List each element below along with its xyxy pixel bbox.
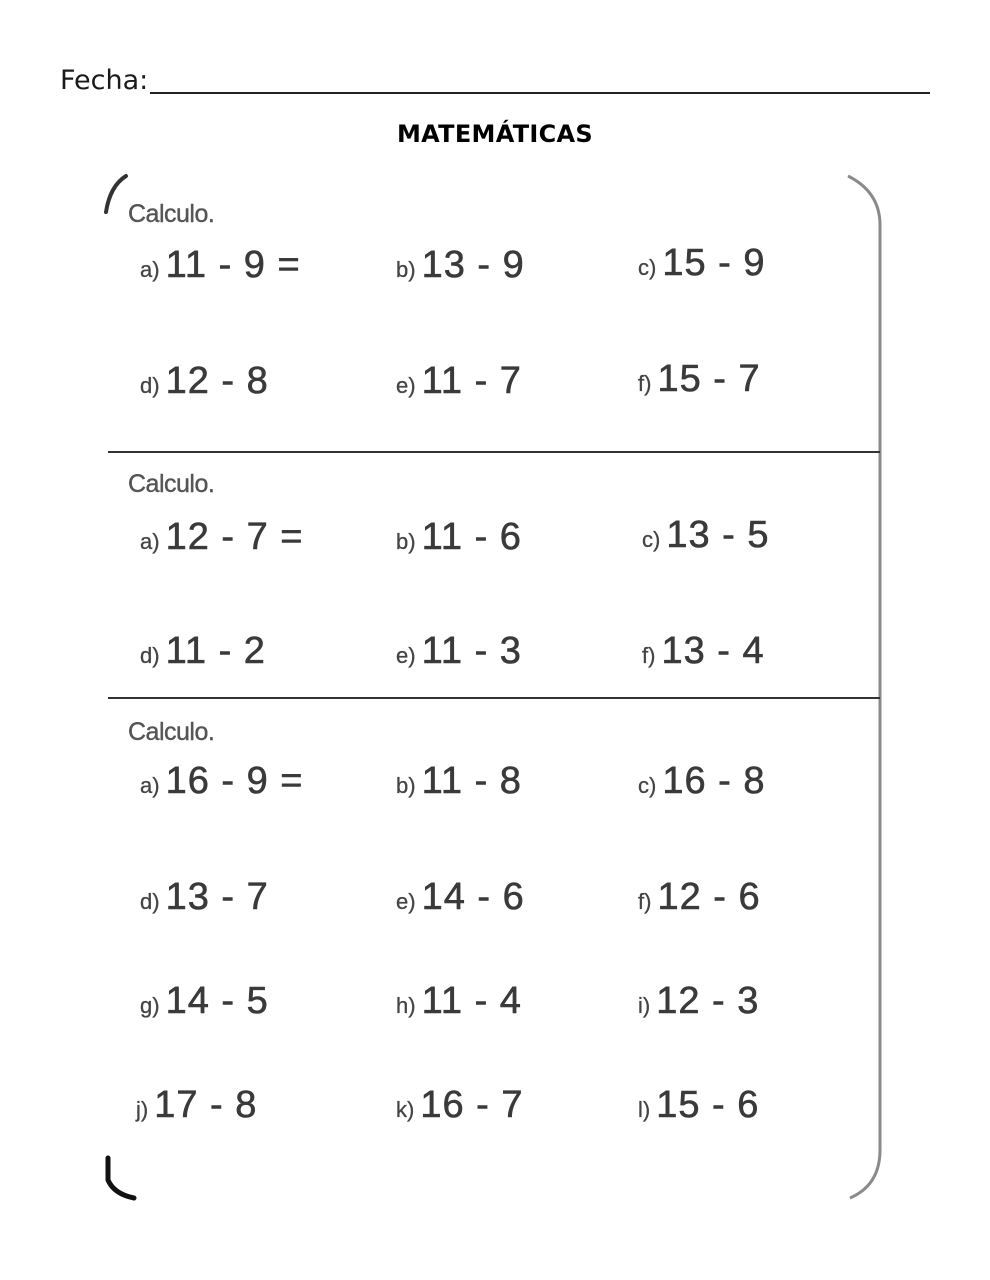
problem-item <box>140 980 269 1023</box>
problem-label: a) <box>140 529 160 554</box>
problem-expression: 11 - 3 <box>421 630 522 672</box>
problem-expression: 12 - 6 <box>657 876 761 918</box>
section-heading: Calculo. <box>128 470 215 498</box>
problem-expression: 12 - 3 <box>656 980 760 1022</box>
problem-item <box>638 876 761 919</box>
problem-label: b) <box>396 529 416 554</box>
section-heading: Calculo. <box>128 200 215 228</box>
problem-label: e) <box>396 889 416 914</box>
problem-label: h) <box>396 993 416 1018</box>
problem-item <box>642 514 770 557</box>
problem-expression: 14 - 5 <box>165 980 269 1022</box>
problem-item <box>140 360 269 403</box>
problem-item <box>140 876 269 919</box>
problem-expression: 11 - 7 <box>421 360 522 402</box>
problem-label: f) <box>642 643 656 668</box>
problem-expression: 13 - 7 <box>165 876 269 918</box>
problem-expression: 17 - 8 <box>154 1084 258 1126</box>
problem-expression: 13 - 9 <box>421 244 525 286</box>
page-title: MATEMÁTICAS <box>396 120 594 148</box>
problem-label: d) <box>140 643 160 668</box>
problem-expression: 16 - 9 = <box>165 760 304 802</box>
problem-expression: 12 - 8 <box>165 360 269 402</box>
problem-label: a) <box>140 773 160 798</box>
problem-item <box>396 360 522 403</box>
problem-label: a) <box>140 257 160 282</box>
problem-item <box>396 516 522 559</box>
problem-label: g) <box>140 993 160 1018</box>
problem-label: d) <box>140 889 160 914</box>
problem-label: b) <box>396 773 416 798</box>
problem-label: f) <box>638 371 652 396</box>
problem-item <box>140 760 303 803</box>
problem-expression: 12 - 7 = <box>165 516 304 558</box>
problem-item <box>140 244 301 287</box>
problem-expression: 15 - 7 <box>657 358 761 400</box>
problem-item <box>136 1084 257 1127</box>
problem-item <box>396 980 522 1023</box>
problem-expression: 16 - 7 <box>420 1084 524 1126</box>
problem-item <box>642 630 765 673</box>
problem-expression: 16 - 8 <box>662 760 766 802</box>
problem-item <box>396 630 522 673</box>
problem-expression: 11 - 9 = <box>165 244 301 286</box>
problem-label: f) <box>638 889 652 914</box>
problem-item <box>638 980 759 1023</box>
problem-label: b) <box>396 257 416 282</box>
problem-item <box>396 244 525 287</box>
problem-item <box>396 876 525 919</box>
problem-expression: 13 - 4 <box>661 630 765 672</box>
problem-label: c) <box>638 773 657 798</box>
problem-label: c) <box>638 255 657 280</box>
exercise-section-2 <box>108 462 880 696</box>
problem-expression: 11 - 4 <box>421 980 522 1022</box>
problem-expression: 14 - 6 <box>421 876 525 918</box>
problem-label: j) <box>136 1097 149 1122</box>
problem-label: d) <box>140 373 160 398</box>
problem-label: i) <box>638 993 651 1018</box>
exercise-section-1 <box>108 190 880 450</box>
problem-item <box>140 516 303 559</box>
problem-label: k) <box>396 1097 415 1122</box>
problem-item <box>638 358 761 401</box>
problem-expression: 15 - 6 <box>656 1084 760 1126</box>
problem-expression: 13 - 5 <box>666 514 770 556</box>
date-label: Fecha: <box>60 65 149 96</box>
problem-expression: 11 - 2 <box>165 630 266 672</box>
problem-expression: 15 - 9 <box>662 242 766 284</box>
problem-item <box>638 242 766 285</box>
section-heading: Calculo. <box>128 718 215 746</box>
problem-label: c) <box>642 527 661 552</box>
problem-expression: 11 - 8 <box>421 760 522 802</box>
problem-label: e) <box>396 643 416 668</box>
problem-item <box>140 630 266 673</box>
problem-expression: 11 - 6 <box>421 516 522 558</box>
problem-label: l) <box>638 1097 651 1122</box>
problem-item <box>396 1084 524 1127</box>
problem-item <box>638 1084 759 1127</box>
problem-item <box>638 760 766 803</box>
problem-item <box>396 760 522 803</box>
problem-label: e) <box>396 373 416 398</box>
exercise-section-3 <box>108 708 880 1188</box>
